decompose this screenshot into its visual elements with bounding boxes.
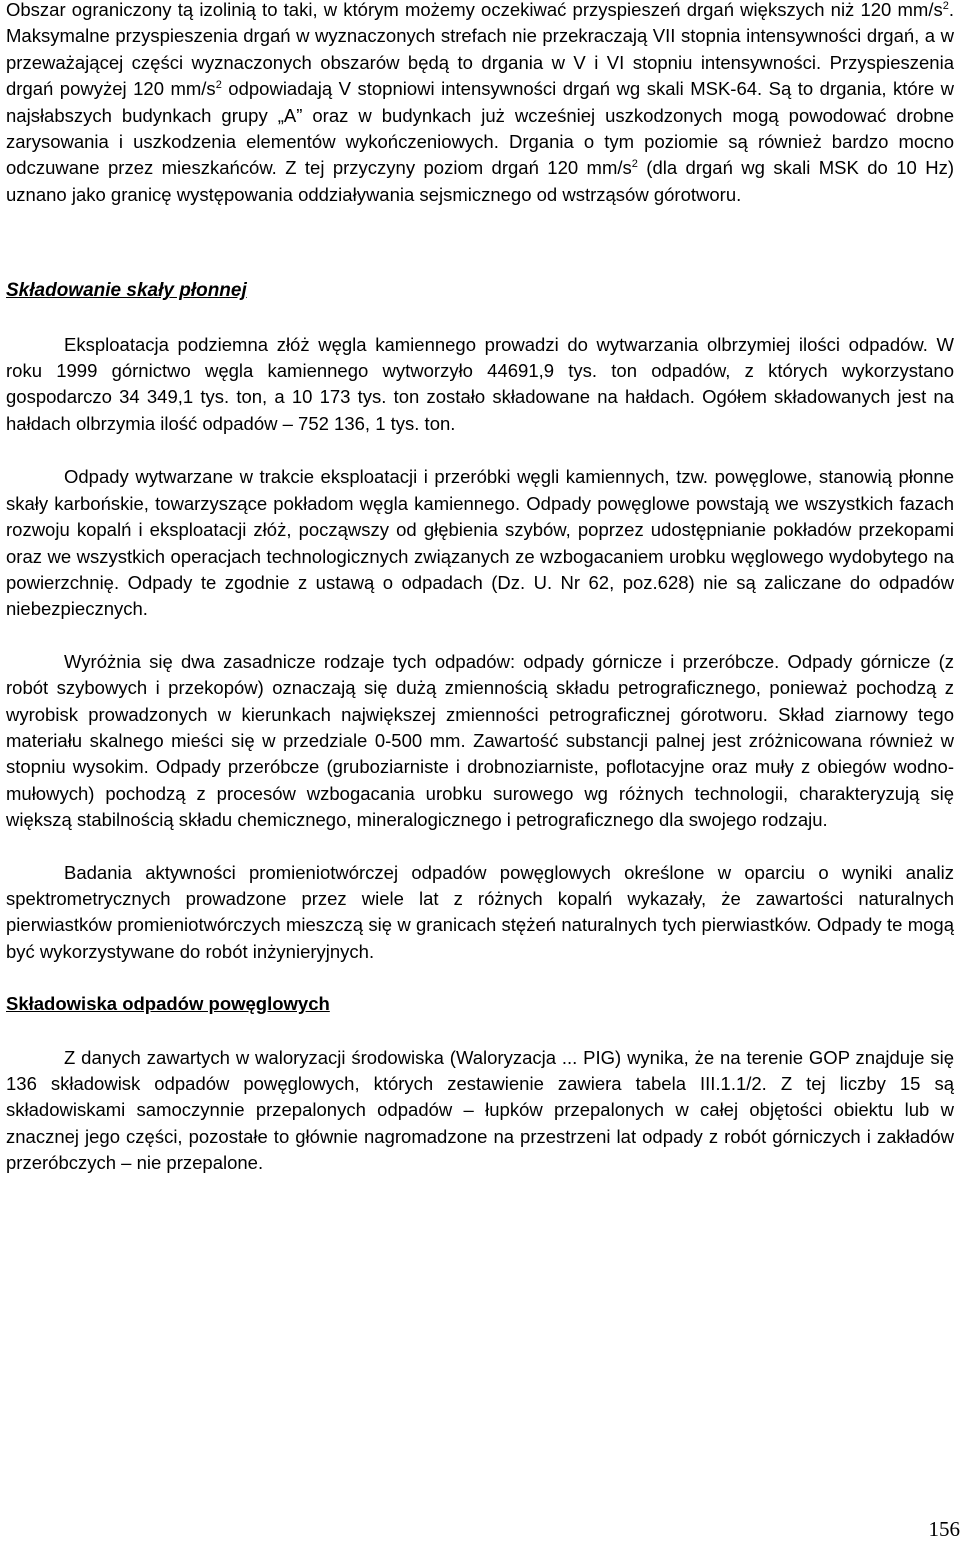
section-heading-waste-dumps: Składowiska odpadów powęglowych bbox=[6, 993, 330, 1015]
superscript: 2 bbox=[215, 79, 222, 92]
paragraph-radioactivity: Badania aktywności promieniotwórczej odpadów powęglowych określone w oparciu o wyniki analiz spektrometrycznych prowadzone przez wiele lat z różnych kopalń wykazały, że zawartości naturalnych pierwiastków promieniotwórczych mieszczą się w granicach stężeń naturalnych tych pierwiastków. Odpady te mogą być wykorzystywane do robót inżynieryjnych. bbox=[6, 861, 954, 962]
paragraph-text: . Maksymalne przyspieszenia drgań w wyznaczonych strefach nie przekraczają VII stopnia intensywności drgań, a w przeważającej części wyznaczonych obszarów będą to drgania w V i VI stopniu intensywności. Przyspieszenia drgań powyżej 120 mm/s bbox=[6, 0, 954, 100]
paragraph-dump-count: Z danych zawartych w waloryzacji środowiska (Waloryzacja ... PIG) wynika, że na terenie GOP znajduje się 136 składowisk odpadów powęglowych, których zestawienie zawiera tabela III.1.1/2. Z tej liczby 15 są składowiskami samoczynnie przepalonych odpadów – łupków przepalonych w całej objętości obiektu lub w znacznej jego części, pozostałe to głównie nagromadzone na przestrzeni lat odpady z robót górniczych i zakładów przeróbczych – nie przepalone. bbox=[6, 1046, 954, 1174]
paragraph-text: odpowiadają V stopniowi intensywności drgań wg skali MSK-64. Są to drgania, które w najsłabszych budynkach grupy „A” oraz w budynkach już wcześniej uszkodzonych mogą powodować drobne zarysowania i uszkodzenia elementów wykończeniowych. Drgania o tym poziomie są również bardzo mocno odczuwane przez mieszkańców. Z tej przyczyny poziom drgań 120 mm/s bbox=[6, 78, 954, 179]
paragraph-waste-production: Eksploatacja podziemna złóż węgla kamiennego prowadzi do wytwarzania olbrzymiej ilości odpadów. W roku 1999 górnictwo węgla kamiennego wytworzyło 44691,9 tys. ton odpadów, z których wykorzystano gospodarczo 34 349,1 tys. ton, a 10 173 tys. ton zostało składowane na hałdach. Ogółem składowanych jest na hałdach olbrzymia ilość odpadów – 752 136, 1 tys. ton. bbox=[6, 333, 954, 434]
paragraph-text: (dla drgań wg skali MSK do 10 Hz) uznano jako granicę występowania oddziaływania sejsmicznego od wstrząsów górotworu. bbox=[6, 157, 954, 205]
paragraph-waste-types: Wyróżnia się dwa zasadnicze rodzaje tych odpadów: odpady górnicze i przeróbcze. Odpady górnicze (z robót szybowych i przekopów) oznaczają się dużą zmiennością składu petrograficznego, ponieważ pochodzą z wyrobisk prowadzonych w kierunkach największej zmienności petrograficznej górotworu. Skład ziarnowy tego materiału skalnego mieści się w przedziale 0-500 mm. Zawartość substancji palnej jest zróżnicowana również w stopniu wysokim. Odpady przeróbcze (gruboziarniste i drobnoziarniste, poflotacyjne oraz muły z obiegów wodno-mułowych) pochodzą z procesów wzbogacania urobku surowego wg różnych technologii, charakteryzują się większą stabilnością składu chemicznego, mineralogicznego i petrograficznego dla swojego rodzaju. bbox=[6, 650, 954, 831]
paragraph-seismic-vibrations bbox=[6, 0, 954, 208]
superscript: 2 bbox=[631, 158, 638, 171]
document-body bbox=[6, 0, 954, 1177]
superscript: 2 bbox=[942, 0, 949, 12]
paragraph-text: Obszar ograniczony tą izolinią to taki, w którym możemy oczekiwać przyspieszeń drgań większych niż 120 mm/s bbox=[6, 0, 943, 20]
page-number: 156 bbox=[928, 1517, 960, 1541]
paragraph-waste-definition: Odpady wytwarzane w trakcie eksploatacji i przeróbki węgli kamiennych, tzw. powęglowe, stanowią płonne skały karbońskie, towarzyszące pokładom węgla kamiennego. Odpady powęglowe powstają we wszystkich fazach rozwoju kopalń i eksploatacji złóż, począwszy od głębienia szybów, poprzez udostępnianie pokładów przekopami oraz we wszystkich operacjach technologicznych związanych ze wzbogacaniem urobku węglowego wydobytego na powierzchnię. Odpady te zgodnie z ustawą o odpadach (Dz. U. Nr 62, poz.628) nie są zaliczane do odpadów niebezpiecznych. bbox=[6, 466, 954, 620]
section-heading-waste-rock-storage: Składowanie skały płonnej bbox=[6, 280, 247, 302]
